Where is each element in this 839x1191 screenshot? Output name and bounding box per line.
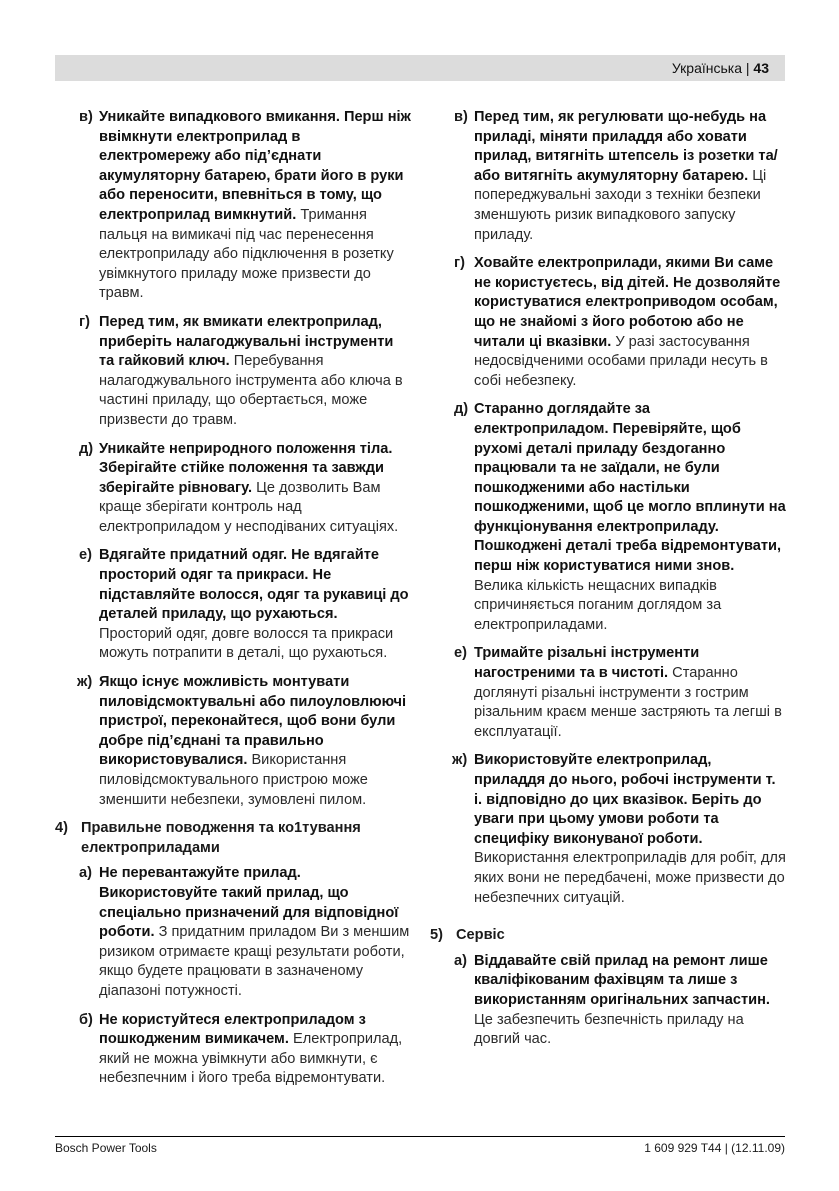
item-bold-text: Не перевантажуйте прилад. Використовуйте такий прилад, що спеціально призначений для відповідної роботи. — [99, 865, 399, 941]
item-normal-text: Використання електроприладів для робіт, для яких вони не передбачені, може призвести до небезпечних ситуацій. — [474, 850, 786, 906]
item-label: г) — [454, 255, 465, 272]
page-number: 43 — [753, 60, 769, 76]
list-item — [55, 108, 411, 304]
list-item — [430, 400, 786, 635]
section-number: 5) — [430, 927, 443, 944]
page-header — [55, 55, 785, 81]
list-item — [430, 108, 786, 245]
section-title: Правильне поводження та ко1тування електроприладами — [81, 820, 361, 856]
footer-brand: Bosch Power Tools — [55, 1141, 157, 1155]
item-label: е) — [454, 645, 467, 662]
list-item — [430, 751, 786, 908]
item-bold-text: Уникайте неприродного положення тіла. Зберігайте стійке положення та завжди зберігайте рівновагу. — [99, 440, 393, 496]
list-item — [55, 546, 411, 664]
list-item — [55, 673, 411, 810]
item-label: в) — [79, 109, 93, 125]
item-bold-text: Не користуйтеся електроприладом з пошкодженим вимикачем. — [99, 1011, 366, 1048]
right-column — [430, 108, 786, 1059]
item-normal-text: Велика кількість нещасних випадків спричиняється поганим доглядом за електроприладами. — [474, 577, 722, 633]
item-normal-text: Це дозволить Вам краще зберігати контроль над електроприладом у несподіваних ситуаціях. — [99, 479, 399, 535]
item-label: в) — [454, 109, 468, 125]
item-normal-text: З придатним приладом Ви з меншим ризиком отримаєте кращі результати роботи, якщо будете працювати в зазначеному діапазоні потужності. — [99, 924, 410, 999]
item-bold-text: Якщо існує можливість монтувати пиловідсмоктувальні або пилоуловлюючі пристрої, переконайтеся, щоб вони були добре під’єднані та правильно використовувалися. — [99, 674, 407, 769]
list-item — [55, 313, 411, 431]
item-normal-text: Старанно доглянуті різальні інструменти з гострим різальним краєм менше застряють та легші в експлуатації. — [474, 665, 782, 740]
item-label: б) — [79, 1011, 93, 1028]
list-item — [430, 254, 786, 391]
item-label: г) — [79, 313, 90, 330]
item-bold-text: Ховайте електроприлади, якими Ви саме не користуєтесь, від дітей. Не дозволяйте користуватися електроприводом особам, що не знайомі з його роботою або не читали ці вказівки. — [474, 255, 781, 350]
list-item — [55, 440, 411, 538]
item-bold-text: Перед тим, як регулювати що-небудь на приладі, міняти приладдя або ховати прилад, витягніть штепсель із розетки та/або витягніть акумуляторну батарею. — [474, 109, 778, 184]
header-text — [672, 59, 769, 77]
item-normal-text: Тримання пальця на вимикачі під час перенесення електроприладу або підключення в розетку увімкнутого приладу може призвести до травм. — [99, 206, 394, 302]
header-language: Українська — [671, 60, 742, 76]
item-bold-text: Тримайте різальні інструменти нагостреними та в чистоті. — [474, 645, 700, 682]
list-item — [430, 952, 786, 1050]
item-label: а) — [454, 952, 467, 969]
item-normal-text: Перебування налагоджувального інструмента або ключа в частині приладу, що обертається, може призвести до травм. — [99, 353, 403, 428]
item-bold-text: Використовуйте електроприлад, приладдя до нього, робочі інструменти т. і. відповідно до цих вказівок. Беріть до уваги при цьому умови роботи та специфіку виконуваної роботи. — [474, 752, 776, 847]
section-heading — [55, 819, 411, 858]
item-bold-text: Уникайте випадкового вмикання. Перш ніж ввімкнути електроприлад в електромережу або під’єднати акумуляторну батарею, брати його в руки або переносити, впевніться в тому, що електроприлад вимкнутий. — [99, 109, 411, 223]
list-item — [55, 864, 411, 1001]
item-normal-text: Електроприлад, який не можна увімкнути або вимкнути, є небезпечним і його треба відремонтувати. — [99, 1031, 403, 1087]
item-label: д) — [454, 401, 469, 418]
header-separator: | — [745, 60, 750, 76]
item-label: а) — [79, 865, 92, 882]
footer-divider — [55, 1136, 785, 1137]
footer-doc-number: 1 609 929 T44 | (12.11.09) — [644, 1141, 785, 1155]
item-label: ж) — [452, 752, 468, 769]
list-item — [430, 644, 786, 742]
item-bold-text: Вдягайте придатний одяг. Не вдягайте просторий одяг та прикраси. Не підставляйте волосся, одяг та рукавиці до деталей приладу, що рухаються. — [99, 547, 409, 623]
item-normal-text: Це забезпечить безпечність приладу на довгий час. — [474, 1011, 744, 1048]
item-label: д) — [79, 440, 94, 457]
left-column — [55, 108, 411, 1098]
item-label: ж) — [77, 674, 93, 691]
item-normal-text: Використання пиловідсмоктувального пристрою може зменшити небезпеки, зумовлені пилом. — [99, 752, 368, 808]
item-bold-text: Старанно доглядайте за електроприладом. Перевіряйте, щоб рухомі деталі приладу бездоганно працювали та не заїдали, не були пошкодженими або настільки пошкодженими, щоб це могло вплинути на функціонування електроприладу. Пошкоджені деталі треба відремонтувати, перш ніж користуватися ними знов. — [474, 401, 786, 575]
item-normal-text: У разі застосування недосвідченими особами прилади несуть в собі небезпеку. — [474, 333, 768, 389]
item-label: е) — [79, 547, 92, 564]
section-title: Сервіс — [456, 927, 505, 944]
item-normal-text: Просторий одяг, довге волосся та прикраси можуть потрапити в деталі, що рухаються. — [99, 625, 394, 662]
item-normal-text: Ці попереджувальні заходи з техніки безпеки зменшують ризик випадкового запуску приладу. — [474, 167, 767, 243]
item-bold-text: Перед тим, як вмикати електроприлад, приберіть налагоджувальні інструменти та гайковий ключ. — [99, 313, 394, 370]
section-number: 4) — [55, 820, 68, 837]
list-item — [55, 1011, 411, 1089]
section-heading — [430, 926, 786, 946]
item-bold-text: Віддавайте свій прилад на ремонт лише кваліфікованим фахівцям та лише з використанням оригінальних запчастин. — [474, 952, 770, 1008]
